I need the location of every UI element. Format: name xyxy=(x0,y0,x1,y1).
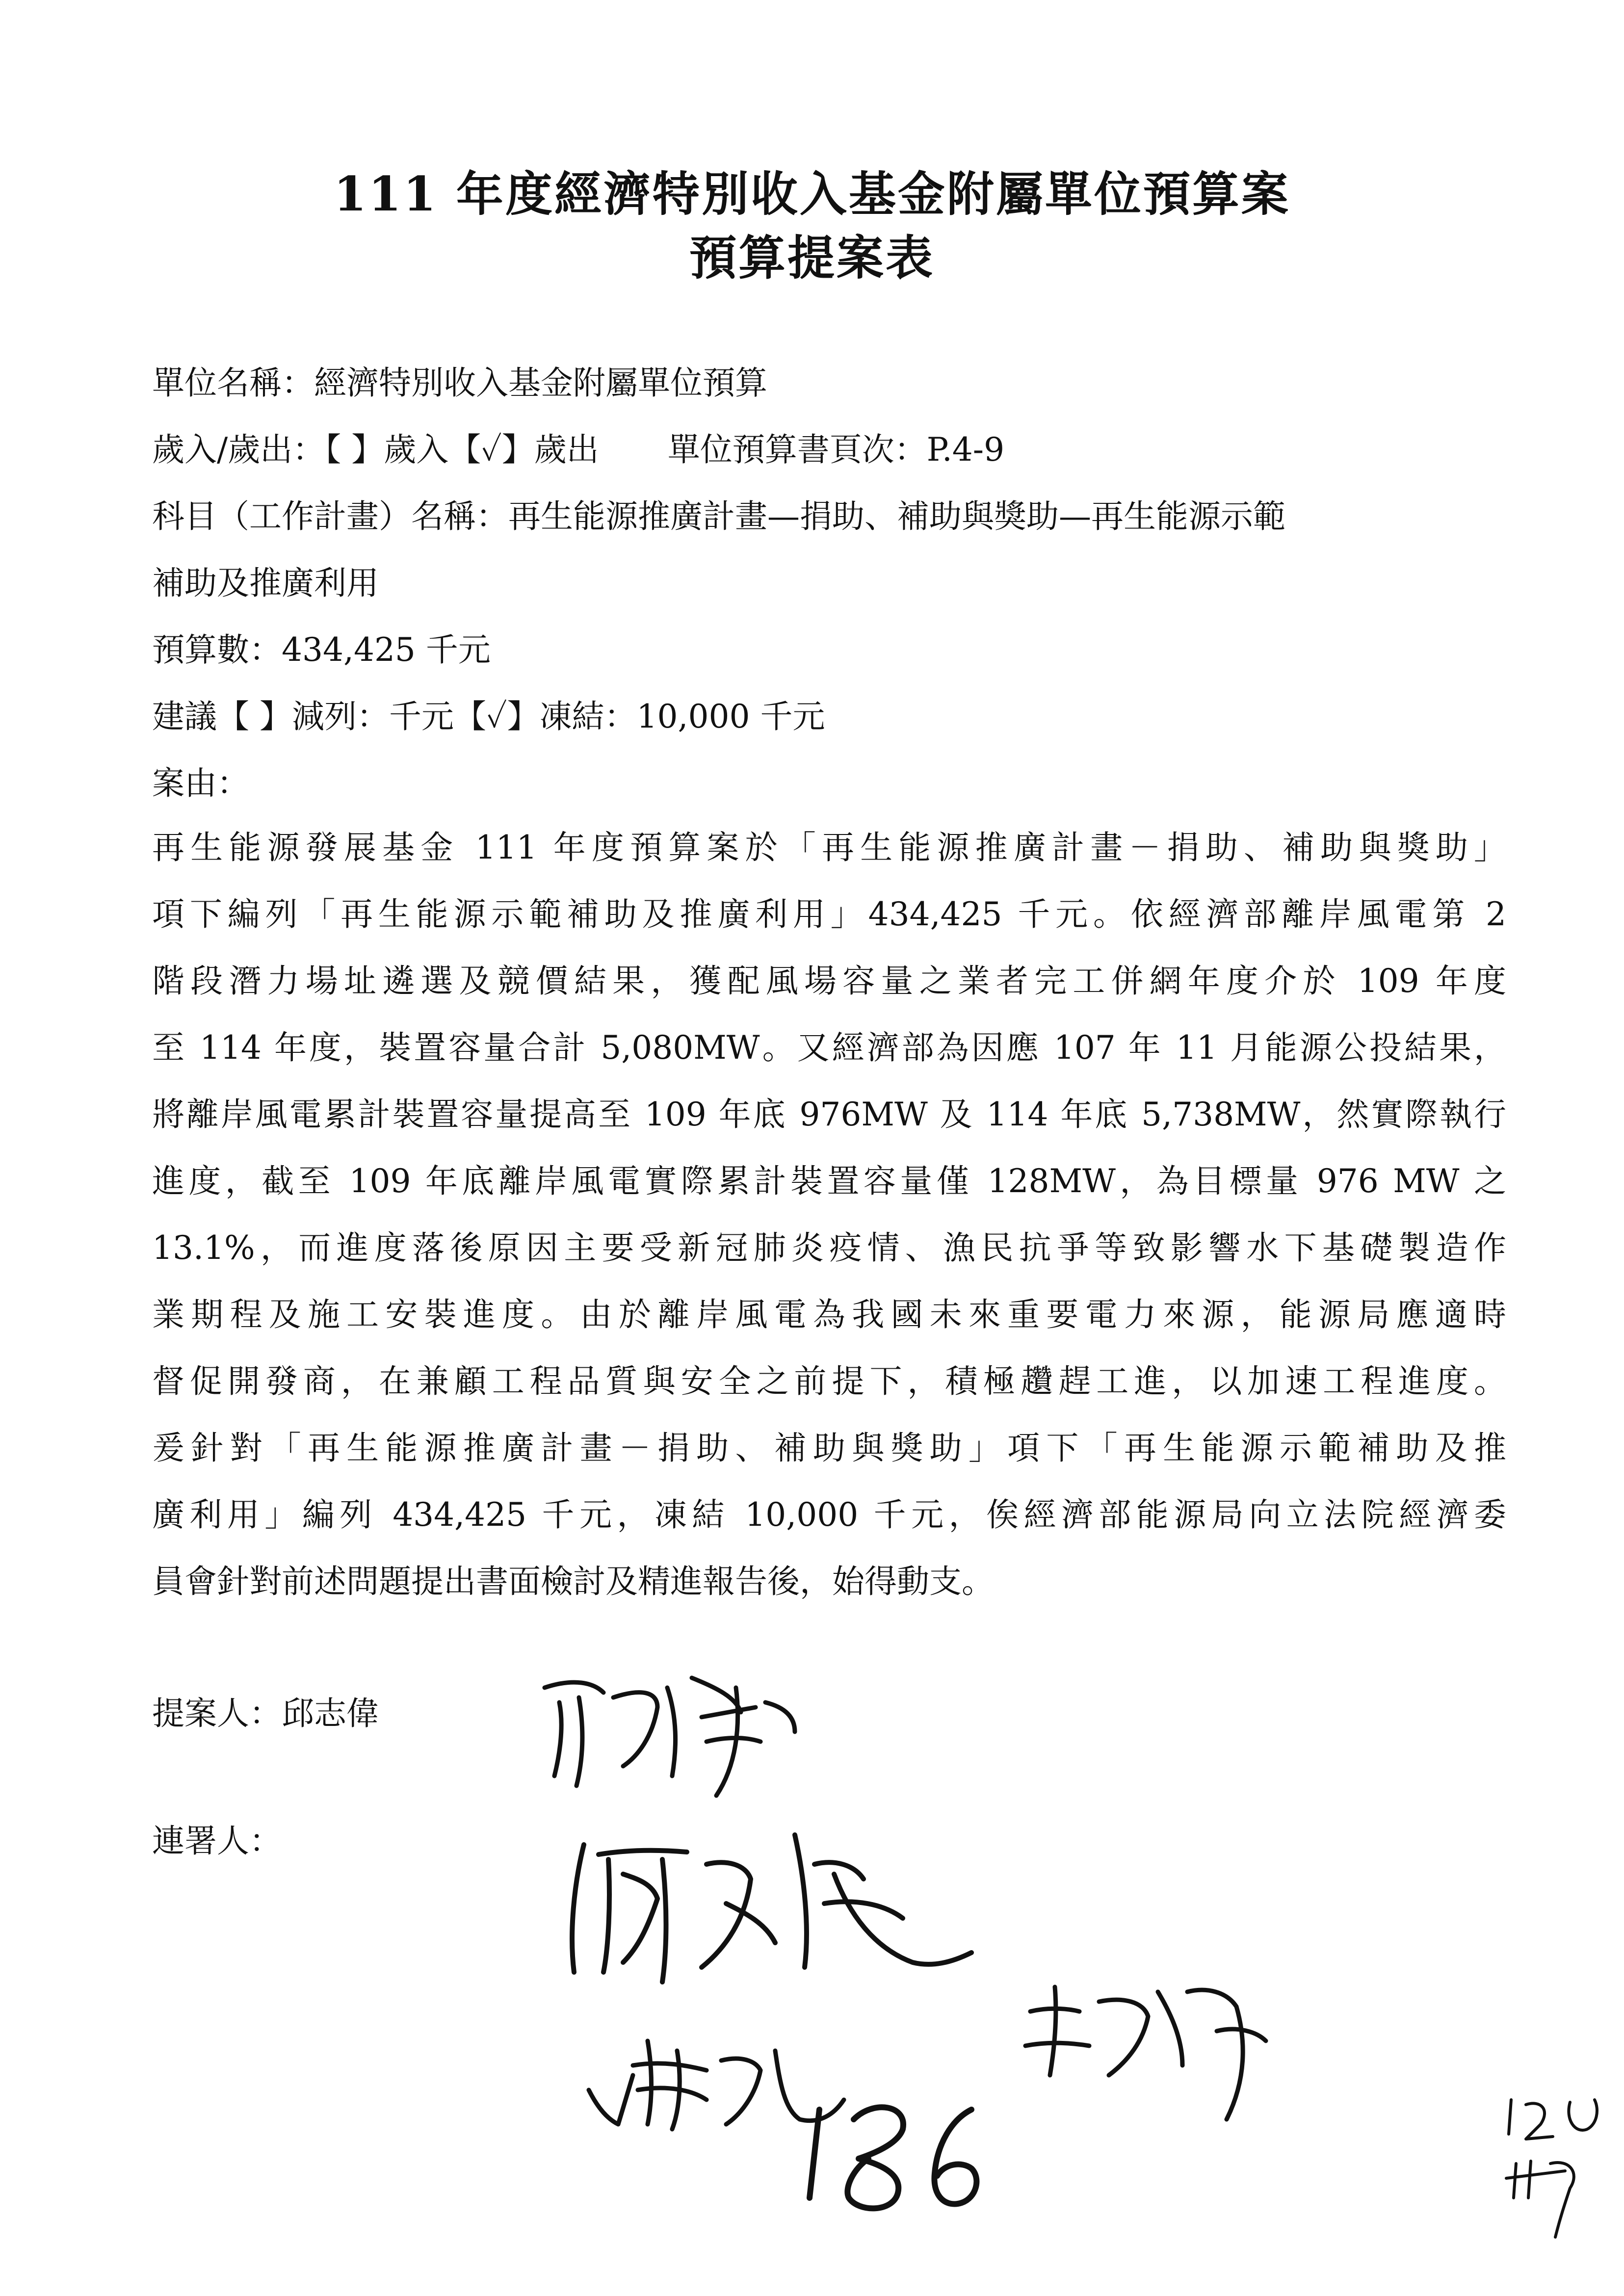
subject-field-line2: 補助及推廣利用 xyxy=(152,564,379,602)
reason-line: 至 114 年度，裝置容量合計 5,080MW。又經濟部為因應 107 年 11 月能源公投結果， xyxy=(152,1029,1506,1067)
revenue-expense-row xyxy=(152,431,1005,469)
reason-line: 廣利用」編列 434,425 千元，凍結 10,000 千元，俟經濟部能源局向立法院經濟委 xyxy=(152,1496,1506,1534)
reason-line: 將離岸風電累計裝置容量提高至 109 年底 976MW 及 114 年底 5,738MW，然實際執行 xyxy=(152,1096,1506,1133)
handwritten-page-number xyxy=(795,2090,1001,2218)
proposal-field: 建議【 】減列：千元【✓】凍結：10,000 千元 xyxy=(152,698,825,735)
document-subtitle: 預算提案表 xyxy=(689,230,935,286)
reason-line: 業期程及施工安裝進度。由於離岸風電為我國未來重要電力來源，能源局應適時 xyxy=(152,1296,1506,1333)
document-title: 111 年度經濟特別收入基金附屬單位預算案 xyxy=(334,166,1290,222)
reason-line: 再生能源發展基金 111 年度預算案於「再生能源推廣計畫－捐助、補助與獎助」 xyxy=(152,829,1506,866)
subject-field-line1: 科目（工作計畫）名稱：再生能源推廣計畫—捐助、補助與獎助—再生能源示範 xyxy=(152,497,1285,535)
page-reference-field: 單位預算書頁次：P.4-9 xyxy=(667,431,1005,469)
reason-paragraph xyxy=(152,814,1506,1615)
cosigner-signature-1 xyxy=(540,1805,981,1992)
reason-line: 爰針對「再生能源推廣計畫－捐助、補助與獎助」項下「再生能源示範補助及推 xyxy=(152,1429,1506,1467)
margin-page-numbers xyxy=(1501,2080,1619,2242)
budget-amount-field: 預算數：434,425 千元 xyxy=(152,631,491,669)
reason-line: 進度，截至 109 年底離岸風電實際累計裝置容量僅 128MW，為目標量 976 MW 之 xyxy=(152,1162,1506,1200)
cosigners-label: 連署人： xyxy=(152,1822,282,1860)
reason-line: 階段潛力場址遴選及競價結果，獲配風場容量之業者完工併網年度介於 109 年度 xyxy=(152,962,1506,1000)
cosigner-signature-3 xyxy=(1011,1972,1285,2129)
reason-line: 督促開發商，在兼顧工程品質與安全之前提下，積極趲趕工進，以加速工程進度。 xyxy=(152,1362,1506,1400)
proposer-signature xyxy=(530,1658,824,1805)
revenue-expense-field: 歲入/歲出：【 】歲入【✓】歲出 xyxy=(152,431,599,469)
unit-name-field: 單位名稱：經濟特別收入基金附屬單位預算 xyxy=(152,364,767,402)
proposer-field: 提案人：邱志偉 xyxy=(152,1695,379,1732)
reason-label: 案由： xyxy=(152,764,249,802)
reason-line: 員會針對前述問題提出書面檢討及精進報告後，始得動支。 xyxy=(152,1563,994,1600)
reason-line: 項下編列「再生能源示範補助及推廣利用」434,425 千元。依經濟部離岸風電第 2 xyxy=(152,895,1506,933)
reason-line: 13.1%，而進度落後原因主要受新冠肺炎疫情、漁民抗爭等致影響水下基礎製造作 xyxy=(152,1229,1506,1267)
